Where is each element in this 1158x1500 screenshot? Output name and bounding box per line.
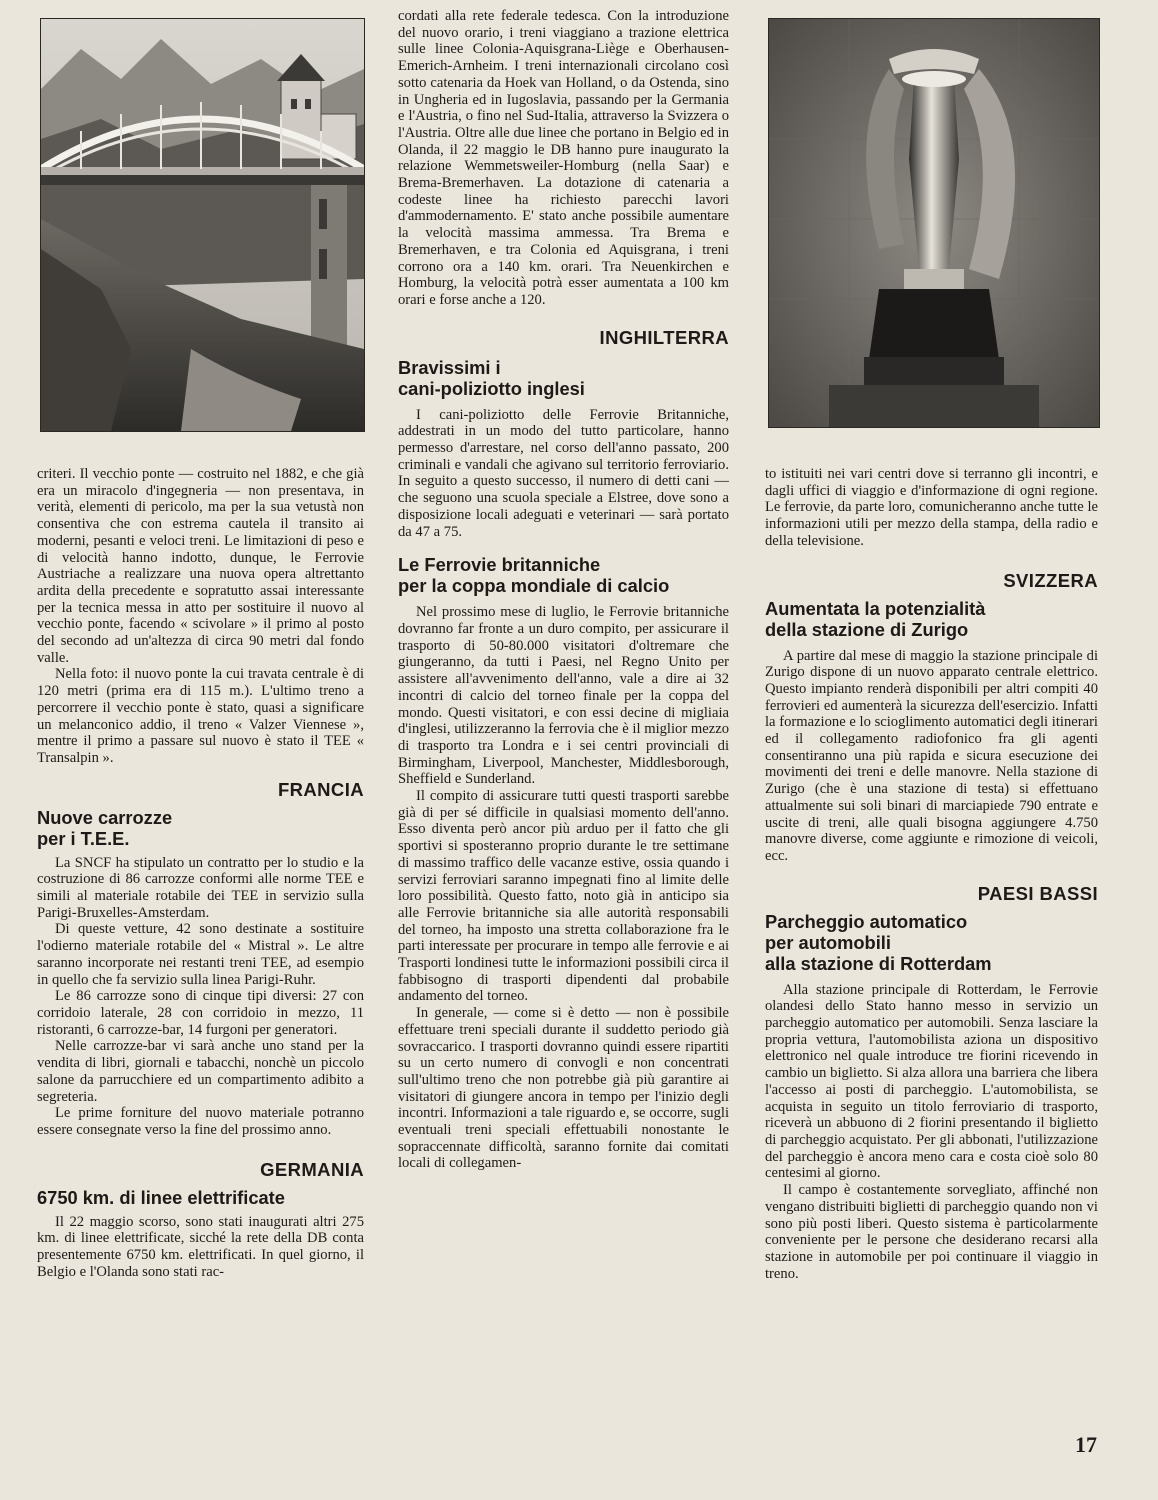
column-3 [765, 466, 1098, 1282]
country-heading-inghilterra: INGHILTERRA [599, 326, 729, 348]
country-heading-paesi-bassi: PAESI BASSI [977, 882, 1098, 904]
country-heading-germania: GERMANIA [260, 1158, 364, 1180]
headline-francia-line-2: per i T.E.E. [37, 827, 130, 849]
coppa-continued-paragraph: to istituiti nei vari centri dove si terranno gli incontri, e dagli uffici di viaggio e d'informazione di ogni regione. Le ferrovie, da parte loro, comunicheranno anche tutte le informazioni utili per mezzo della stampa, della radio e della televisione. [765, 466, 1098, 549]
germania-continued-paragraph: cordati alla rete federale tedesca. Con la introduzione del nuovo orario, i treni viaggiano a trazione elettrica sulle linee Colonia-Aquisgrana-Liège e Oberhausen-Emerich-Arnheim. I treni internazionali circolano così sotto catenaria da Hoek van Holland, o da Ostenda, sino in Ungheria ed in Iugoslavia, passando per la Germania e l'Austria, o fino nel Sud-Italia, attraverso la Svizzera o l'Austria. Oltre alle due linee che portano in Belgio ed in Olanda, il 22 maggio le DB hanno pure inaugurato la relazione Wemmetsweiler-Homburg (nella Saar) e Brema-Bremerhaven. La dotazione di catenaria a codeste linee ha richiesto parecchi lavori d'ammodernamento. E' stato anche possibile aumentare la velocità massima ammessa. Tra Brema e Bremerhaven, e tra Colonia ed Aquisgrana, i treni corrono ora a 140 km. orari. Tra Neuenkirchen e Homburg, la velocità potrà esser aumentata a 100 km orari e forse anche a 120. [398, 8, 729, 308]
francia-article-text [37, 855, 364, 1139]
headline-coppa-line-1: Le Ferrovie britanniche [398, 554, 601, 576]
headline-rotterdam-line-1: Parcheggio automatico [765, 910, 968, 932]
germania-paragraph-1: Il 22 maggio scorso, sono stati inaugurati altri 275 km. di linee elettrificate, sicché la rete della DB conta presentemente 6750 km. elettrificati. In quel giorno, il Belgio e l'Olanda sono stati rac- [37, 1213, 364, 1280]
section-paesi-bassi [765, 883, 1098, 1283]
bridge-article-text [37, 466, 364, 767]
headline-francia-line-1: Nuove carrozze [37, 806, 173, 828]
francia-paragraph-1: La SNCF ha stipulato un contratto per lo studio e la costruzione di 86 carrozze conformi alle norme TEE e simili al materiale rotabile dei TEE in servizio sulla Parigi-Bruxelles-Amsterdam. [37, 854, 364, 921]
section-francia [37, 779, 364, 1139]
coppa-paragraph-1: Nel prossimo mese di luglio, le Ferrovie britanniche dovranno far fronte a un duro compito, per assicurare il trasporto di 50-80.000 visitatori d'oltremare che giungeranno, da tutti i Paesi, nel Regno Unito per assistere all'avvenimento dell'anno, vale a dire ai 32 incontri di calcio del torneo finale per la coppa del mondo. Questi visitatori, e con essi decine di migliaia d'inglesi, utilizzeranno la ferrovia che è il miglior mezzo di trasporto tra Londra e i sei centri provinciali di Birmingham, Liverpool, Manchester, Middlesborough, Sheffield e Sunderland. [398, 604, 729, 788]
headline-cani-line-1: Bravissimi i [398, 356, 501, 378]
column-1 [37, 466, 364, 1280]
section-svizzera [765, 570, 1098, 865]
section-inghilterra [398, 327, 729, 1173]
country-heading-svizzera: SVIZZERA [1003, 569, 1098, 591]
zurigo-article-text [765, 648, 1098, 865]
headline-germania: 6750 km. di linee elettrificate [37, 1186, 285, 1208]
cani-article-text [398, 407, 729, 541]
headline-rotterdam-line-2: per automobili [765, 931, 891, 953]
page-number: 17 [1075, 1432, 1097, 1457]
bridge-photo [40, 18, 365, 432]
headline-zurigo-line-1: Aumentata la potenzialità [765, 597, 986, 619]
headline-coppa-line-2: per la coppa mondiale di calcio [398, 575, 670, 597]
trophy-photo [768, 18, 1100, 428]
rotterdam-article-text [765, 982, 1098, 1283]
rotterdam-paragraph-1: Alla stazione principale di Rotterdam, le Ferrovie olandesi dello Stato hanno messo in servizio un parcheggio automatico per automobili. Senza lasciare la propria vettura, l'automobilista aziona un dispositivo elettronico nel quale introduce tre fiorini ricevendo in cambio un biglietto. Si alza allora una barriera che libera l'accesso ai posti di parcheggio. L'automobilista, se acquista in seguito un titolo ferroviario di trasporto, riceverà un abbuono di 2 fiorini presentando il biglietto di parcheggio acquistato. Per gli abbonati, l'utilizzazione del parcheggio è ancora meno cara e costa cioè solo 80 centesimi al giorno. [765, 981, 1098, 1182]
coppa-paragraph-3: In generale, — come si è detto — non è possibile effettuare treni speciali durante il suddetto periodo già sovraccarico. I trasporti dovranno quindi essere ripartiti su un certo numero di convogli e non concentrati sull'ultimo treno che non potrebbe già più garantire ai visitatori di giungere ancora in tempo per l'inizio degli incontri. Informazioni a tale riguardo e, se occorre, sugli eventuali treni speciali effettuabili nonostante le sopraccennate difficoltà, saranno fornite dai comitati locali di collegamen- [398, 1005, 729, 1172]
zurigo-paragraph-1: A partire dal mese di maggio la stazione principale di Zurigo dispone di un nuovo apparato centrale elettrico. Questo impianto renderà disponibili per altri compiti 40 ferrovieri ed aumenterà la sicurezza dell'esercizio. Infatti la formazione e lo scioglimento automatici degli itinerari ed il collegamento radiofonico fra gli agenti consentiranno una più rapida e sicura esecuzione dei movimenti dei treni e delle manovre. Nella stazione di Zurigo (che è una stazione di testa) si effettuano attualmente sui soli binari di marciapiede 790 entrate e uscite di treni, alle quali bisogna aggiungere 4.750 manovre diverse, come aggiunte e rimozione di veicoli, ecc. [765, 647, 1098, 864]
headline-rotterdam-line-3: alla stazione di Rotterdam [765, 952, 992, 974]
coppa-continued-text [765, 466, 1098, 550]
francia-paragraph-2: Di queste vetture, 42 sono destinate a sostituire l'odierno materiale rotabile del « Mistral ». Le altre saranno incorporate nei restanti treni TEE, ad esempio in quello che fa servizio sulla linea Parigi-Ruhr. [37, 921, 364, 988]
germania-continued-text [398, 8, 729, 309]
rotterdam-paragraph-2: Il campo è costantemente sorvegliato, affinché non vengano distribuiti biglietti di parcheggio quando non vi sono più posti liberi. Questo sistema è particolarmente conveniente per le persone che desiderano recarsi alla stazione in automobile per poi continuare il viaggio in treno. [765, 1182, 1098, 1282]
francia-paragraph-3: Le 86 carrozze sono di cinque tipi diversi: 27 con corridoio laterale, 28 con corridoio in mezzo, 11 ristoranti, 6 carrozze-bar, 14 furgoni per generatori. [37, 988, 364, 1038]
bridge-paragraph-1: criteri. Il vecchio ponte — costruito nel 1882, e che già era un miracolo d'ingegneria — non presentava, in verità, elementi di pericolo, ma per la sua vetustà non consentiva che con estrema cautela il transito ai moderni, pesanti e veloci treni. Le limitazioni di peso e di velocità hanno indotto, dunque, le Ferrovie Austriache a realizzare una nuova opera altrettanto ardita della precedente e sopratutto assai interessante per la tecnica messa in atto per sostituire il nuovo al vecchio ponte, facendo « scivolare » il primo al posto del secondo ad un'altezza di circa 90 metri dal fondo valle. [37, 466, 364, 666]
cani-paragraph-1: I cani-poliziotto delle Ferrovie Britanniche, addestrati in un modo del tutto particolare, hanno permesso d'arrestare, nel corso dell'anno passato, 200 criminali e vandali che agivano sul territorio ferroviario. In seguito a questo successo, il numero di detti cani — che seguono una scuola speciale a Elstree, dove sono a disposizione locali adeguati e veterinari — sarà portato da 47 a 75. [398, 406, 729, 540]
francia-paragraph-5: Le prime forniture del nuovo materiale potranno essere consegnate verso la fine del prossimo anno. [37, 1105, 364, 1138]
francia-paragraph-4: Nelle carrozze-bar vi sarà anche uno stand per la vendita di libri, giornali e tabacchi, nonchè un piccolo salone da parrucchiere ed un compartimento adibito a segreteria. [37, 1038, 364, 1105]
coppa-article-text [398, 604, 729, 1172]
germania-article-text [37, 1214, 364, 1281]
section-germania [37, 1159, 364, 1281]
coppa-paragraph-2: Il compito di assicurare tutti questi trasporti sarebbe già di per sé difficile in qualsiasi momento dell'anno. Esso diventa però ancor più arduo per il fatto che gli sportivi si sposteranno proprio durante le tre settimane di massimo traffico delle vacanze estive, ossia quando i servizi ferroviari saranno impegnati fino al limite delle loro possibilità. Questo fatto, noto già in anticipo sia alle Ferrovie britanniche sia alle autorità responsabili del torneo, ha imposto una stretta collaborazione fra le parti interessate per procurare in tempo alle ferrovie e ai Trasporti londinesi tutte le informazioni possibili circa il fabbisogno di trasporti dipendenti dal probabile andamento del torneo. [398, 788, 729, 1005]
country-heading-francia: FRANCIA [277, 778, 364, 800]
headline-zurigo-line-2: della stazione di Zurigo [765, 618, 969, 640]
column-2 [398, 8, 729, 1172]
headline-cani-line-2: cani-poliziotto inglesi [398, 377, 585, 399]
bridge-paragraph-2: Nella foto: il nuovo ponte la cui travata centrale è di 120 metri (prima era di 115 m.). L'ultimo treno a percorrere il vecchio ponte è stato, quasi a significare un melanconico addio, il treno « Valzer Viennese », mentre il primo a passare sul nuovo è stato il TEE « Transalpin ». [37, 666, 364, 766]
